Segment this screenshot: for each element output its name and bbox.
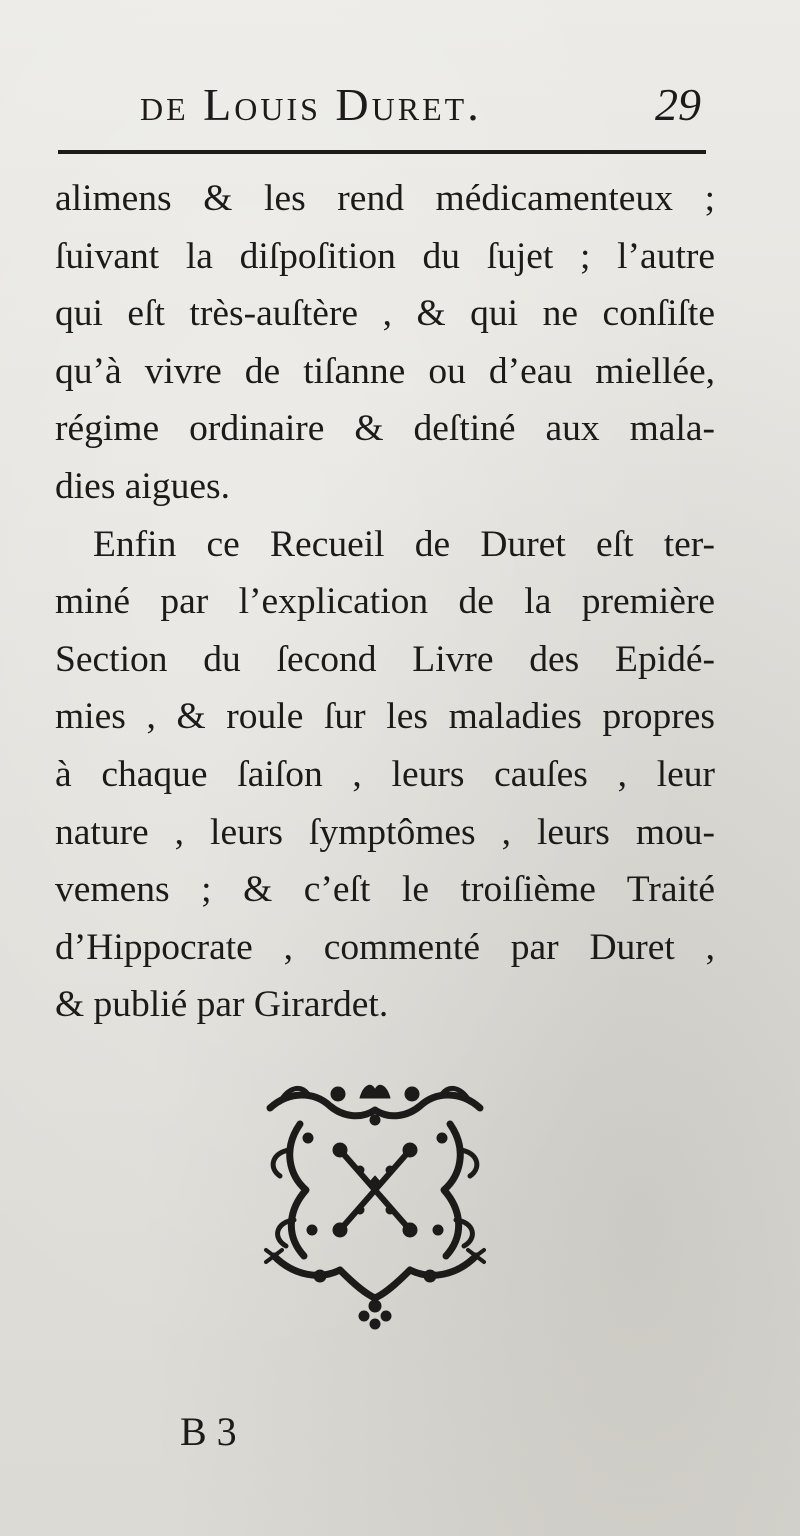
text-line: nature , leurs ſymptômes , leurs mou- [55, 811, 715, 853]
text-line: qui eſt très-auſtère , & qui ne conſiſte [55, 293, 715, 335]
body-text [55, 170, 715, 1034]
text-line: mies , & roule ſur les maladies propres [55, 696, 715, 738]
signature-mark: B 3 [180, 1409, 237, 1454]
text-line: & publié par Girardet. [55, 984, 389, 1026]
text-line: Section du ſecond Livre des Epidé- [55, 638, 715, 680]
header-rule [58, 150, 706, 154]
text-line: d’Hippocrate , commenté par Duret , [55, 926, 715, 968]
text-line: ſuivant la diſpoſition du ſujet ; l’autre [55, 235, 715, 277]
floral-ornament-icon [260, 1080, 490, 1330]
page-number: 29 [655, 79, 701, 130]
text-line: régime ordinaire & deſtiné aux mala- [55, 408, 715, 450]
text-line: miné par l’explication de la première [55, 581, 715, 623]
text-line: qu’à vivre de tiſanne ou d’eau miellée, [55, 350, 715, 392]
text-line: vemens ; & c’eſt le troiſième Traité [55, 869, 715, 911]
text-line: à chaque ſaiſon , leurs cauſes , leur [55, 753, 715, 795]
text-line: dies aigues. [55, 465, 230, 507]
text-line: Enfin ce Recueil de Duret eſt ter- [93, 523, 715, 565]
running-head: de Louis Duret. [140, 79, 482, 130]
text-line: alimens & les rend médicamenteux ; [55, 178, 715, 219]
